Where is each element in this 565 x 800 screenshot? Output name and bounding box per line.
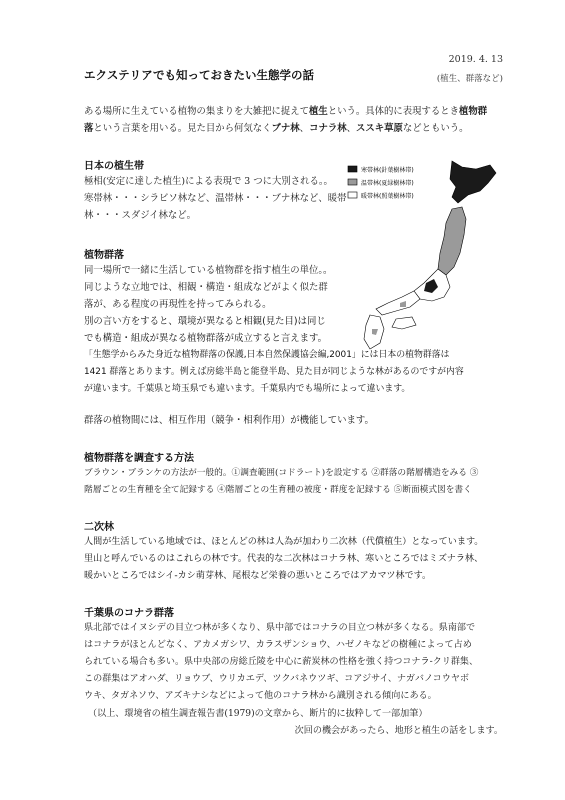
intro-separator: 、 bbox=[346, 123, 356, 134]
intro-paragraph bbox=[84, 103, 509, 137]
term-konara-forest: コナラ林 bbox=[309, 123, 347, 134]
text-line: 暖かいところではシイ-カシ萌芽林、尾根など栄養の悪いところではアカマツ林です。 bbox=[84, 571, 432, 581]
closing-remark: 次回の機会があったら、地形と植生の話をします。 bbox=[294, 726, 503, 736]
secondary-forest-text bbox=[84, 534, 524, 585]
legend-swatch-temperate bbox=[348, 179, 357, 185]
text-line: られている場合も多い。県中央部の房総丘陵を中心に薪炭林の性格を強く持つコナラ-クリ群集、 bbox=[84, 657, 479, 667]
intro-separator: 、 bbox=[299, 123, 310, 134]
chiba-konara-text bbox=[84, 620, 524, 705]
text-line: 人間が生活している地域では、ほとんどの林は人為が加わり二次林（代償植生）となっています。 bbox=[84, 537, 484, 547]
text-line: はコナラがほとんどなく、アカメガシワ、カラスザンショウ、ハゼノキなどの樹種によって占め bbox=[84, 640, 472, 650]
term-plant-community-end: 落 bbox=[84, 123, 94, 134]
text-line: 階層ごとの生育種を全て記録する ④階層ごとの生育種の被度・群度を記録する ⑤断面模式図を書く bbox=[84, 485, 472, 495]
text-line: が違います。千葉県と埼玉県でも違います。千葉県内でも場所によって違います。 bbox=[84, 384, 411, 394]
text-line: 寒帯林・・・シラビソ林など、温帯林・・・ブナ林など、暖帯 bbox=[84, 193, 347, 204]
tohoku-region bbox=[438, 207, 466, 275]
term-susuki-grassland: ススキ草原 bbox=[355, 123, 403, 134]
plant-community-sans-text bbox=[84, 313, 524, 398]
legend-label-temperate: 温帯林(夏緑樹林帯) bbox=[361, 180, 414, 187]
text-line: 極相(安定に達した植生)による表現で 3 つに大別される。。 bbox=[84, 176, 333, 187]
term-plant-community: 植物群 bbox=[459, 106, 488, 117]
legend-swatch-warm bbox=[348, 192, 357, 198]
text-line: 林・・・スダジイ林など。 bbox=[84, 210, 197, 221]
text-line: 落が、ある程度の再現性を持ってみられる。 bbox=[84, 299, 272, 310]
text-line: ブラウン・ブランケの方法が一般的。①調査範囲(コドラート)を設定する ②群落の階層構造をみる ③ bbox=[84, 468, 479, 478]
hokkaido-region bbox=[450, 161, 496, 203]
intro-text: ある場所に生えている植物の集まりを大雑把に捉えて bbox=[84, 106, 310, 117]
text-line: 県北部ではイヌシデの目立つ林が多くなり、県中部ではコナラの目立つ林が多くなる。県南部で bbox=[84, 623, 476, 633]
intro-text: などともいう。 bbox=[402, 123, 469, 134]
text-line: 同じような立地では、相観・構造・組成などがよく似た群 bbox=[84, 282, 328, 293]
text-line: 「生態学からみた身近な植物群落の保護,日本自然保護協会編,2001」には日本の植物群落は bbox=[84, 350, 450, 360]
document-subtitle: (植生、群落など) bbox=[436, 74, 503, 84]
text-line: 別の言い方をすると、環境が異なると相観(見た目)は同じ bbox=[84, 316, 326, 327]
text-line: 1421 群落とあります。例えば房総半島と能登半島、見た目が同じような林があるのですが内容 bbox=[84, 367, 464, 377]
intro-text: という。具体的に表現するとき bbox=[327, 106, 460, 117]
survey-text bbox=[84, 465, 524, 499]
section-heading-plant-community: 植物群落 bbox=[84, 250, 124, 261]
intro-text: という言葉を用いる。見た目から何気なく bbox=[93, 123, 272, 134]
text-line: でも構造・組成が異なる植物群落が成立すると言えます。 bbox=[84, 333, 328, 344]
legend-swatch-cold bbox=[348, 166, 357, 172]
text-line: ウキ、タガネソウ、アズキナシなどによって他のコナラ林から識別される傾向にある。 bbox=[84, 691, 437, 701]
document-date: 2019. 4. 13 bbox=[448, 54, 503, 65]
vegetation-zones-text bbox=[84, 173, 347, 224]
text-line: この群集はアオハダ、リョウブ、ウリカエデ、ツクバネウツギ、コアジサイ、ナガバノコウヤボ bbox=[84, 674, 470, 684]
document-title: エクステリアでも知っておきたい生態学の話 bbox=[84, 68, 314, 82]
term-vegetation: 植生 bbox=[309, 106, 328, 117]
plant-community-serif-text bbox=[84, 262, 344, 313]
section-heading-survey-method: 植物群落を調査する方法 bbox=[84, 453, 194, 464]
section-heading-chiba-konara: 千葉県のコナラ群落 bbox=[84, 608, 174, 619]
section-heading-secondary-forest: 二次林 bbox=[84, 522, 114, 533]
source-note: （以上、環境省の植生調査報告書(1979)の文章から、断片的に抜粋して一部加筆） bbox=[88, 709, 428, 719]
section-heading-vegetation-zones: 日本の植生帯 bbox=[84, 161, 144, 172]
text-line: 同一場所で一緒に生活している植物群を指す植生の単位。。 bbox=[84, 265, 333, 276]
chugoku-region bbox=[376, 291, 420, 315]
text-line: 里山と呼んでいるのはこれらの林です。代表的な二次林はコナラ林、寒いところではミズナラ林、 bbox=[84, 554, 484, 564]
term-buna-forest: ブナ林 bbox=[271, 123, 300, 134]
legend-label-warm: 暖帯林(照葉樹林帯) bbox=[361, 193, 414, 200]
legend-label-cold: 寒帯林(針葉樹林帯) bbox=[361, 167, 414, 174]
interaction-note: 群落の植物間には、相互作用（競争・相利作用）が機能しています。 bbox=[84, 415, 374, 426]
